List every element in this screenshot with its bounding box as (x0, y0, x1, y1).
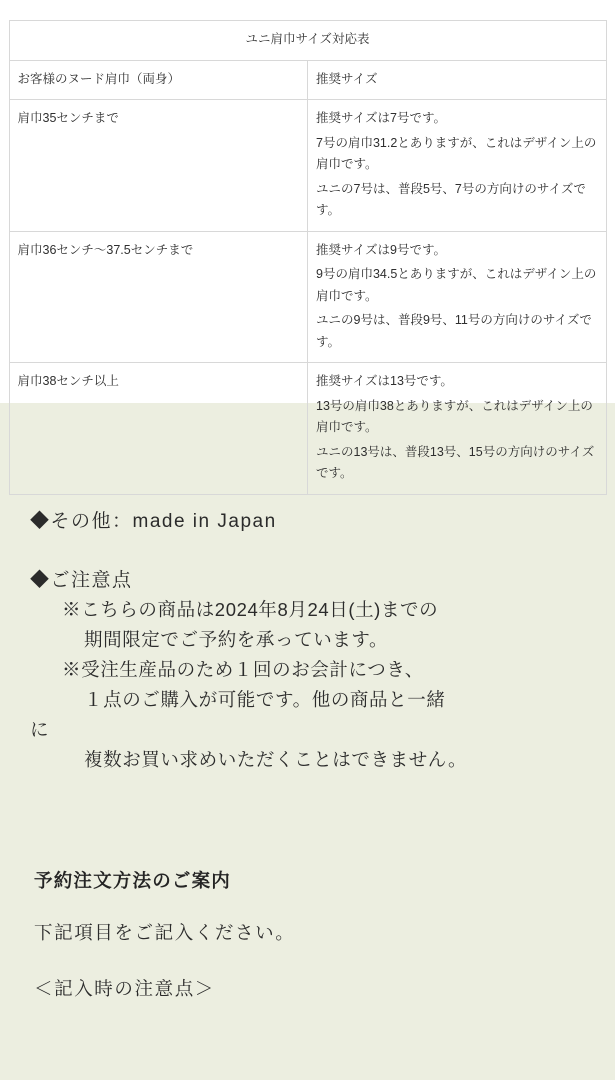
notice-line: 期間限定でご予約を承っています。 (84, 628, 389, 650)
table-caption: ユニ肩巾サイズ対応表 (9, 21, 606, 61)
table-cell-range: 肩巾36センチ〜37.5センチまで (9, 231, 308, 363)
table-row (9, 231, 606, 363)
size-table-panel (0, 0, 615, 480)
table-cell-line: 推奨サイズは13号です。 (316, 374, 453, 388)
table-header-nude-shoulder: お客様のヌード肩巾（両身） (9, 60, 308, 100)
table-cell-line: 7号の肩巾31.2とありますが、これはデザイン上の肩巾です。 (316, 135, 597, 171)
notice-line: に (30, 718, 50, 740)
size-table (9, 20, 607, 495)
notice-block (22, 567, 593, 775)
table-cell-line: 13号の肩巾38とありますが、これはデザイン上の肩巾です。 (316, 398, 593, 434)
other-info-heading: ◆その他：made in Japan (30, 511, 277, 532)
notice-line: 複数お買い求めいただくことはできません。 (84, 748, 468, 770)
body-content (0, 508, 615, 1001)
table-row (9, 100, 606, 232)
table-cell-recommendation (308, 363, 607, 495)
table-cell-line: ユニの9号は、普段9号、11号の方向けのサイズです。 (316, 313, 592, 349)
table-cell-line: 9号の肩巾34.5とありますが、これはデザイン上の肩巾です。 (316, 267, 597, 303)
order-method-notes-heading: ＜記入時の注意点＞ (34, 977, 215, 999)
table-caption-row (9, 21, 606, 61)
table-cell-range: 肩巾35センチまで (9, 100, 308, 232)
table-cell-line: 推奨サイズは9号です。 (316, 242, 446, 257)
other-info-block (22, 508, 593, 537)
table-header-recommended-size: 推奨サイズ (308, 60, 607, 100)
notice-line: ※こちらの商品は2024年8月24日(土)までの (62, 599, 439, 620)
table-header-row (9, 60, 606, 100)
table-cell-line: ユニの7号は、普段5号、7号の方向けのサイズです。 (316, 181, 586, 217)
notice-line: １点のご購入が可能です。他の商品と一緒 (84, 688, 446, 710)
order-method-instruction: 下記項目をご記入ください。 (34, 921, 296, 943)
table-cell-line: ユニの13号は、普段13号、15号の方向けのサイズです。 (316, 444, 595, 480)
order-method-heading: 予約注文方法のご案内 (34, 869, 232, 891)
notice-line: ※受注生産品のため１回のお会計につき、 (62, 658, 424, 680)
table-cell-line: 推奨サイズは7号です。 (316, 111, 446, 125)
table-row (9, 363, 606, 495)
notice-heading: ◆ご注意点 (30, 569, 133, 591)
table-cell-range: 肩巾38センチ以上 (9, 363, 308, 495)
order-method-section (22, 867, 593, 1001)
table-cell-recommendation (308, 231, 607, 363)
table-cell-recommendation (308, 100, 607, 232)
